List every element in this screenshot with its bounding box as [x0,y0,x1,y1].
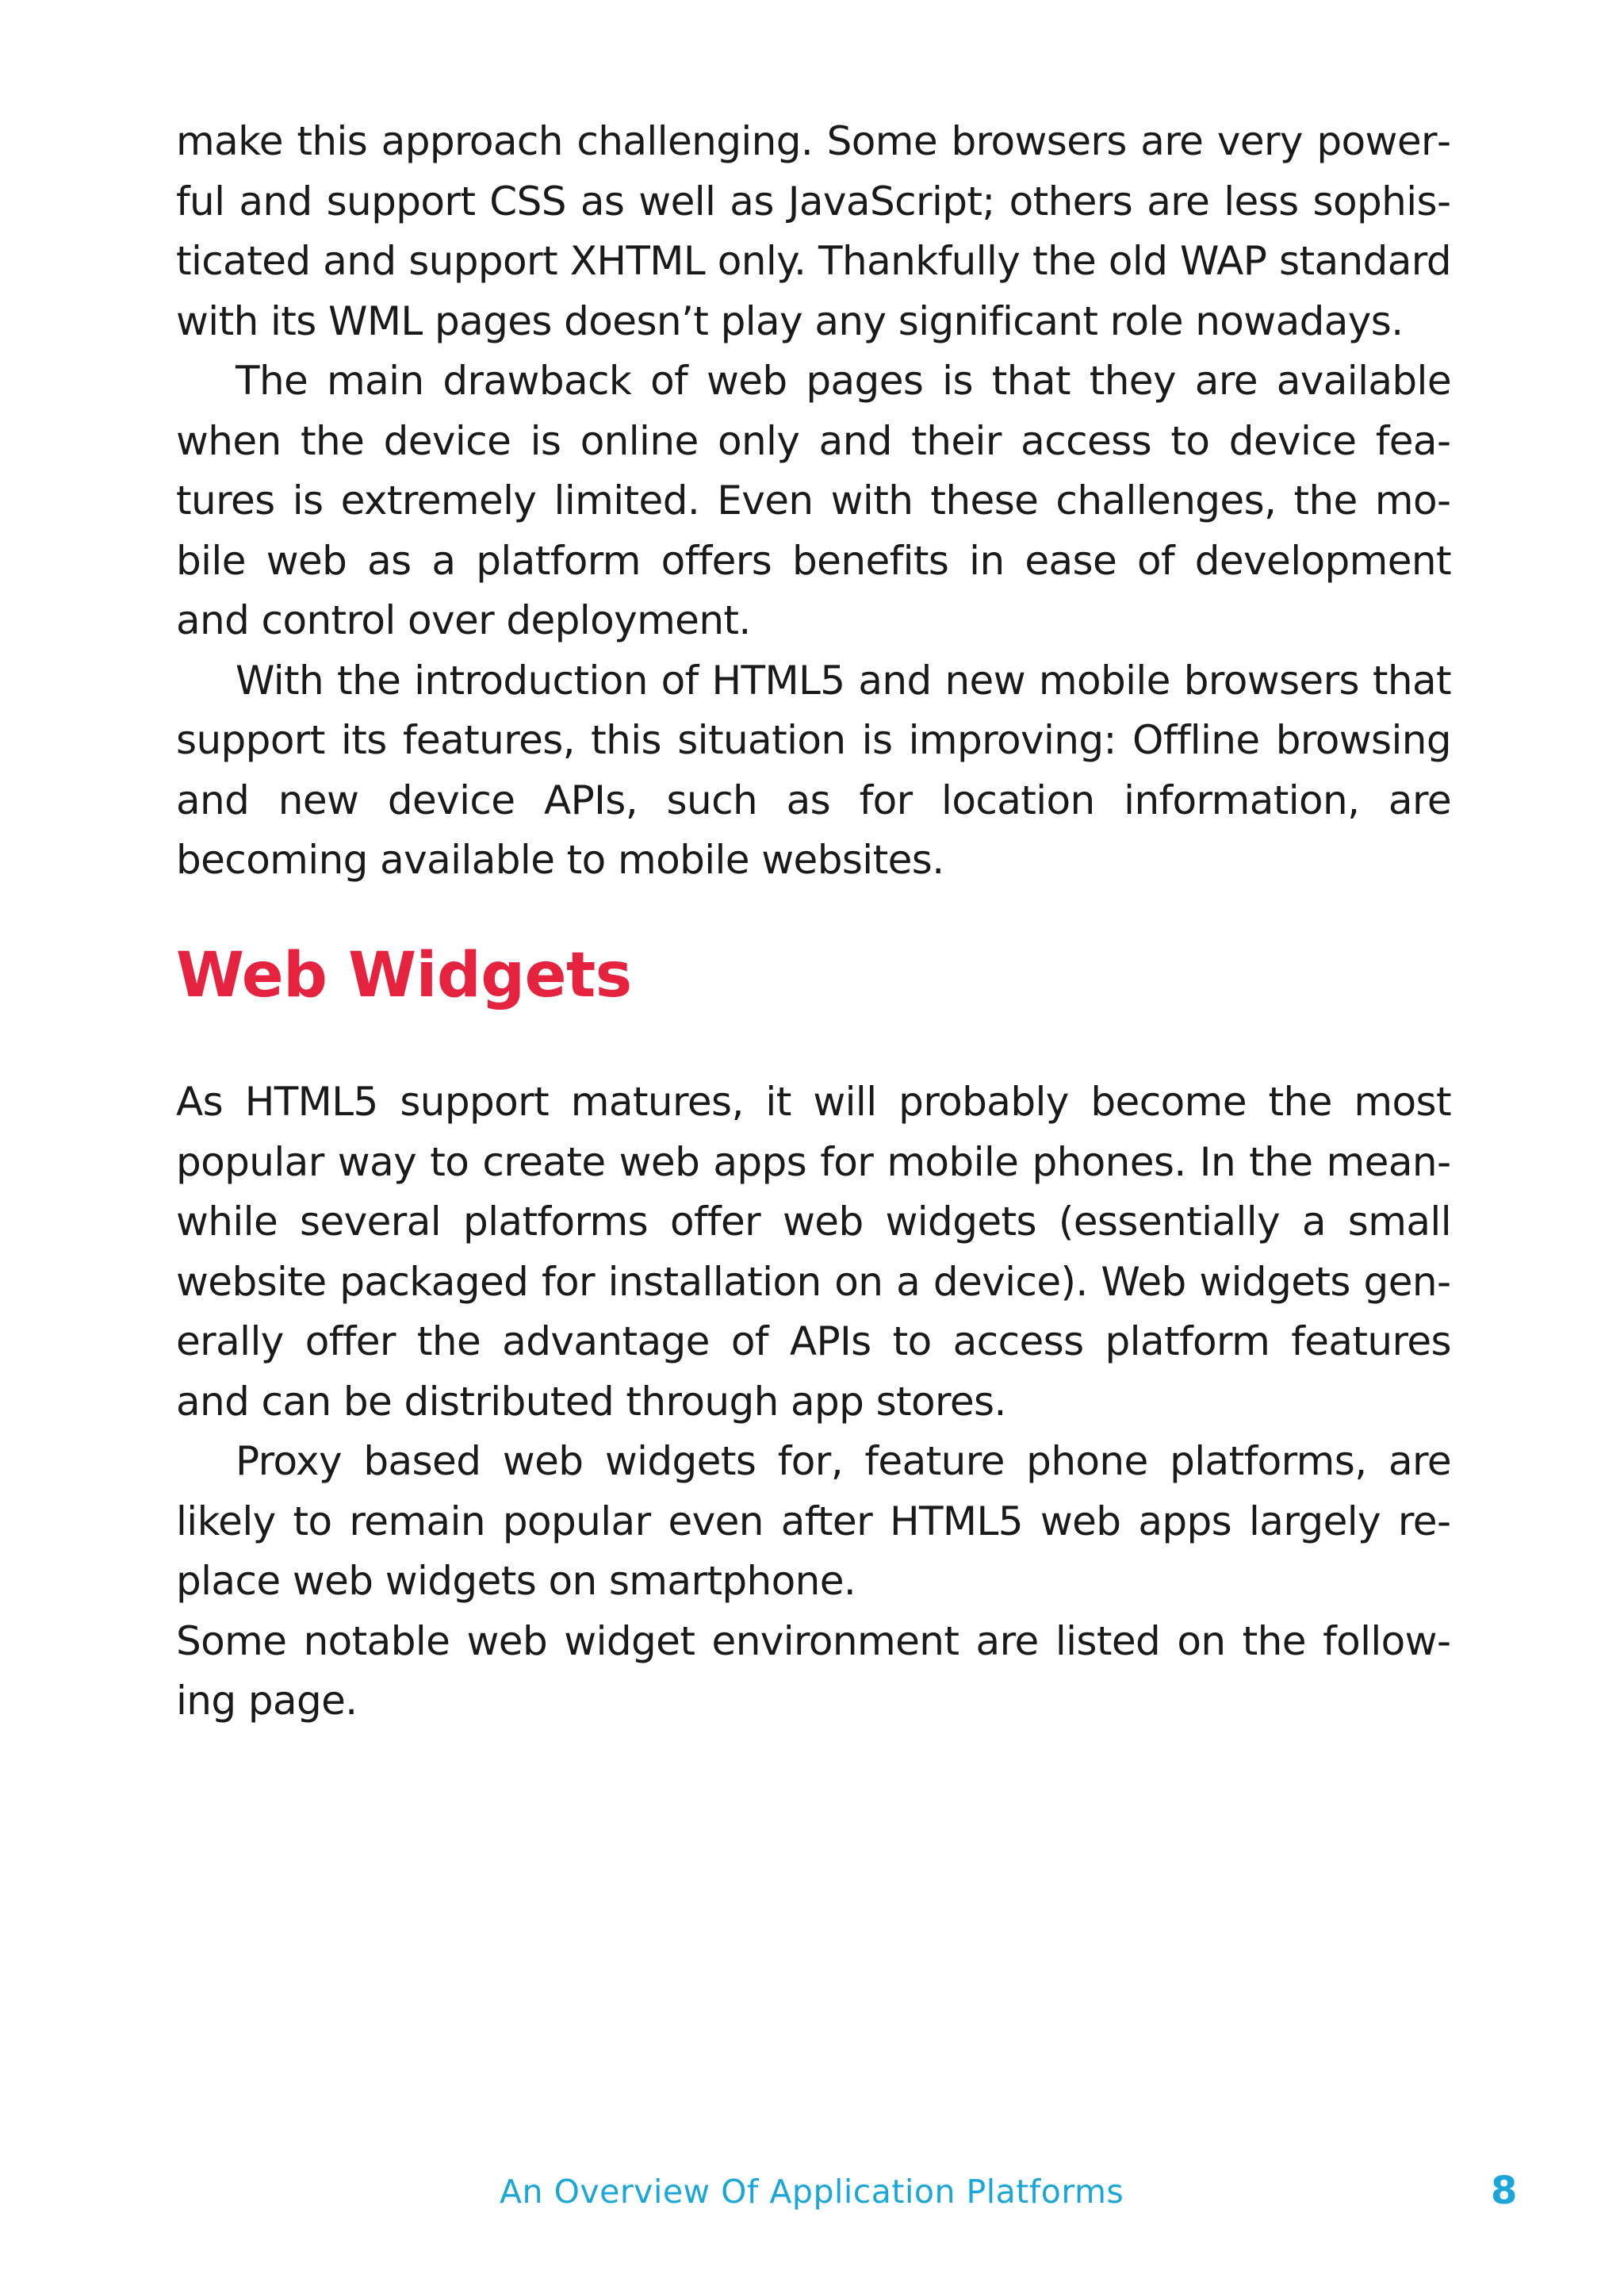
section-heading-web-widgets: Web Widgets [176,940,632,1011]
footer-title: An Overview Of Application Platforms [500,2173,1124,2211]
paragraph-html5-support: As HTML5 support matures, it will probably become the most popular way to create web apps for mobile phones. In the meanwhile several platforms offer web widgets (essentially a small website packaged for installation on a device). Web widgets generally offer the advantage of APIs to access platform features and can be distributed through app stores. [176,1079,1451,1425]
paragraph-proxy-widgets: Proxy based web widgets for, feature phone platforms, are likely to remain popular even after HTML5 web apps largely replace web widgets on smartphone. [176,1438,1451,1604]
paragraph-drawback: The main drawback of web pages is that they are available when the device is online only and their access to device features is extremely limited. Even with these challenges, the mobile web as a platform offers benefits in ease of development and control over deployment. [176,358,1451,643]
paragraph-continuation: make this approach challenging. Some browsers are very powerful and support CSS as well as JavaScript; others are less sophisticated and support XHTML only. Thankfully the old WAP standard with its WML pages doesn’t play any significant role nowadays. [176,118,1451,344]
top-text-block [176,112,1451,891]
paragraph-html5-intro: With the introduction of HTML5 and new mobile browsers that support its features, this situation is improving: Offline browsing and new device APIs, such as for location information, are becoming available to mobile websites. [176,657,1451,883]
paragraph-notable-environments: Some notable web widget environment are listed on the following page. [176,1617,1451,1724]
page-number: 8 [1491,2169,1518,2213]
bottom-text-block [176,1072,1451,1732]
